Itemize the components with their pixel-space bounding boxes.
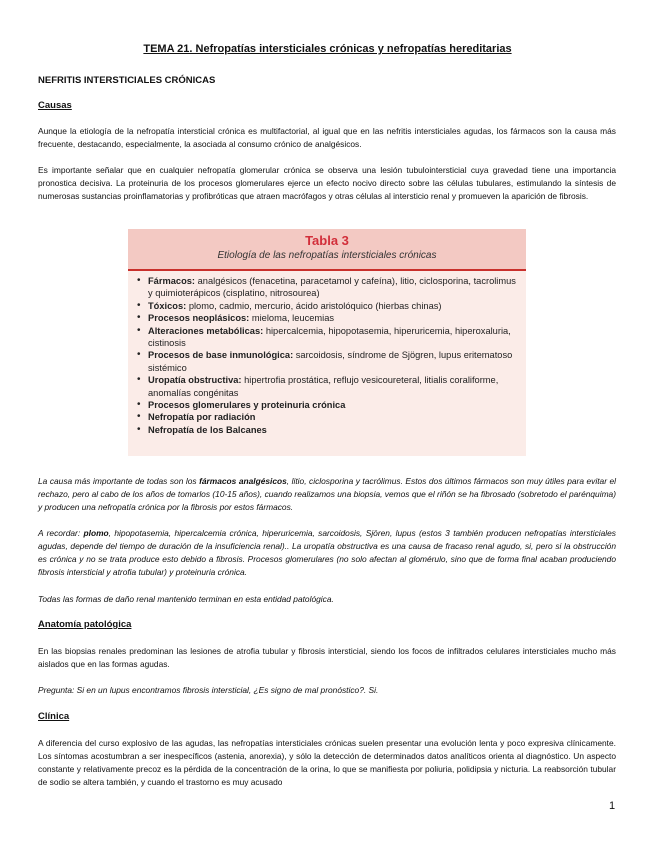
list-item: • Procesos neoplásicos: mieloma, leucemias	[136, 312, 520, 324]
list-item: • Tóxicos: plomo, cadmio, mercurio, ácido aristolóquico (hierbas chinas)	[136, 300, 520, 312]
clinica-paragraph: A diferencia del curso explosivo de las agudas, las nefropatías intersticiales crónicas suelen presentar una evolución lenta y poco expresiva clínicamente. Los síntomas acostumbran a ser inespecíficos (astenia, anorexia), y sólo la detección de determinados datos analíticos orienta al diagnóstico. Un aspecto constante y relativamente precoz es la pérdida de la concentración de la orina, lo que se manifiesta por poliuria, polidipsia y nicturia. La reabsorción tubular de sodio se altera también, y cuando el trastorno es muy acusado	[38, 738, 616, 787]
section-heading: NEFRITIS INTERSTICIALES CRÓNICAS	[38, 75, 216, 86]
anatomia-paragraph: En las biopsias renales predominan las lesiones de atrofia tubular y fibrosis intersticial, siendo los focos de infiltrados celulares intersticiales mucho más aislados que en las formas agudas.	[38, 646, 616, 669]
notes-paragraph-3: Todas las formas de daño renal mantenido terminan en esta entidad patológica.	[38, 594, 334, 604]
anatomia-question: Pregunta: Si en un lupus encontramos fibrosis intersticial, ¿Es signo de mal pronóstico?. Si.	[38, 685, 379, 695]
table-header	[128, 229, 526, 271]
causas-paragraph-2: Es importante señalar que en cualquier nefropatía glomerular crónica se observa una lesión tubulointersticial cuya gravedad tiene una importancia pronostica decisiva. La proteinuria de los procesos glomerulares ejerce un efecto nocivo directo sobre las células tubulares, estimulando la síntesis de numerosas sustancias proinflamatorias y profibróticas que atraen macrófagos y otras células al intersticio renal y promueven la aparición de fibrosis.	[38, 165, 616, 201]
table-subtitle: Etiología de las nefropatías intersticiales crónicas	[217, 250, 437, 261]
list-item: • Alteraciones metabólicas: hipercalcemia, hipopotasemia, hiperuricemia, hiperoxaluria, cistinosis	[136, 325, 520, 350]
etiology-table-figure	[128, 229, 526, 456]
list-item: • Procesos de base inmunológica: sarcoidosis, síndrome de Sjögren, lupus eritematoso sistémico	[136, 349, 520, 374]
etiology-list	[136, 275, 520, 436]
table-title: Tabla 3	[305, 233, 349, 248]
list-item: • Fármacos: analgésicos (fenacetina, paracetamol y cafeína), litio, ciclosporina, tacrolimus y quimioterápicos (cisplatino, nitrosourea)	[136, 275, 520, 300]
page-number: 1	[609, 800, 616, 812]
list-item: • Nefropatía de los Balcanes	[136, 424, 520, 436]
clinica-heading: Clínica	[38, 711, 70, 722]
list-item: • Uropatía obstructiva: hipertrofia prostática, reflujo vesicoureteral, litialis coraliforme, anomalías congénitas	[136, 374, 520, 399]
notes-paragraph-1: La causa más importante de todas son los fármacos analgésicos, litio, ciclosporina y tacrólimus. Estos dos últimos fármacos son muy útiles para evitar el rechazo, pero al cabo de los años de tomarlos (10-15 años), cuando realizamos una biopsia, vemos que el riñón se ha fibrosado (sobretodo el parénquima) y producen una nefropatía crónica por la fibrosis por estos fármacos.	[38, 476, 616, 512]
document-title: TEMA 21. Nefropatías intersticiales crónicas y nefropatías hereditarias	[143, 43, 512, 55]
list-item: • Procesos glomerulares y proteinuria crónica	[136, 399, 520, 411]
anatomia-heading: Anatomía patológica	[38, 619, 132, 630]
causas-heading: Causas	[38, 100, 72, 111]
list-item: • Nefropatía por radiación	[136, 411, 520, 423]
causas-paragraph-1: Aunque la etiología de la nefropatía intersticial crónica es multifactorial, al igual que en las nefritis intersticiales agudas, los fármacos son la causa más frecuente, destacando, especialmente, la asociada al consumo crónico de analgésicos.	[38, 126, 616, 149]
notes-paragraph-2: A recordar: plomo, hipopotasemia, hipercalcemia crónica, hiperuricemia, sarcoidosis, Sjören, lupus (estos 3 también producen nefropatías intersticiales agudas, depende del tiempo de duración de la insuficiencia renal).. La uropatía obstructiva es una causa de fracaso renal agudo, si, pero si la obstrucción es crónica y no se trata produce esto debido a fibrosis. Procesos glomerulares (no solo afectan al glomérulo, sino que de forma final acaban produciendo fibrosis intersticial y atrofia tubular) y proteinuria crónica.	[38, 528, 616, 577]
